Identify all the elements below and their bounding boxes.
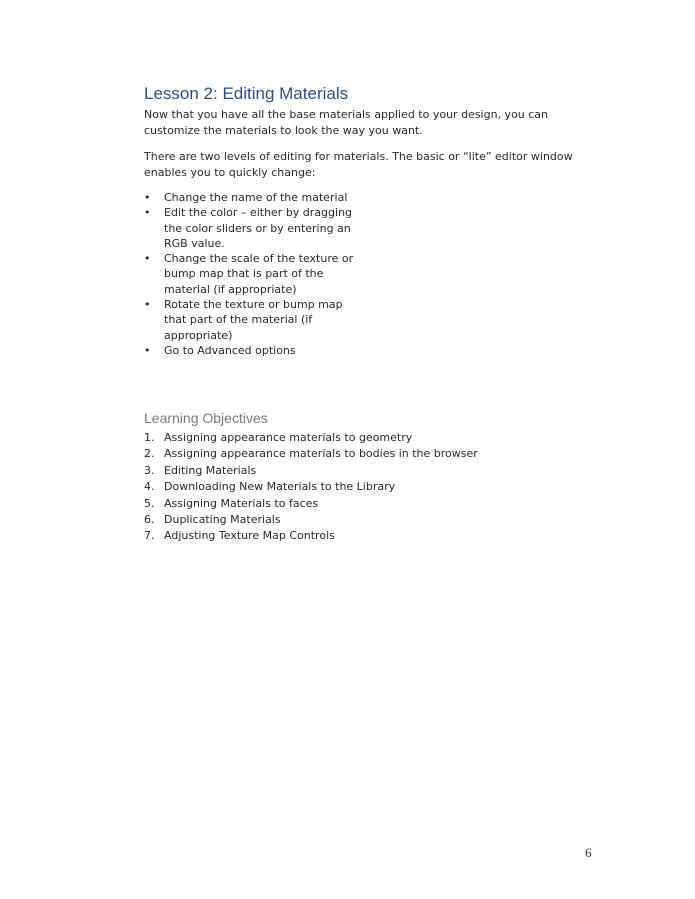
objective-item xyxy=(144,446,564,462)
bullet-text: Rotate the texture or bump map that part of the material (if appropriate) xyxy=(164,298,343,342)
objective-text: Assigning appearance materials to geometry xyxy=(164,431,413,444)
bullet-icon: • xyxy=(144,343,151,357)
bullet-text: Go to Advanced options xyxy=(164,343,296,357)
learning-objectives-list xyxy=(144,430,564,545)
bullet-item xyxy=(144,343,354,358)
bullet-item xyxy=(144,251,354,297)
bullet-text: Change the name of the material xyxy=(164,191,348,204)
objective-text: Assigning appearance materials to bodies in the browser xyxy=(164,447,478,461)
lesson-title: Lesson 2: Editing Materials xyxy=(144,84,349,103)
objective-number: 5. xyxy=(144,496,155,510)
bullet-text: Edit the color – either by dragging the color sliders or by entering an RGB value. xyxy=(164,206,353,250)
bullet-icon: • xyxy=(144,191,151,204)
bullet-item xyxy=(144,205,354,251)
intro-paragraph: Now that you have all the base materials applied to your design, you can customize the materials to look the way you want. xyxy=(144,108,549,137)
objective-text: Downloading New Materials to the Library xyxy=(164,480,396,494)
bullet-text: Change the scale of the texture or bump map that is part of the material (if appropriate) xyxy=(164,252,354,296)
objective-item xyxy=(144,528,564,544)
bullet-icon: • xyxy=(144,298,151,312)
learning-objectives-heading: Learning Objectives xyxy=(144,410,268,426)
objective-number: 7. xyxy=(144,529,155,543)
bullet-item xyxy=(144,190,354,205)
bullet-item xyxy=(144,297,354,343)
page-number: 6 xyxy=(585,845,592,860)
lite-editor-bullet-list xyxy=(144,190,354,358)
bullet-icon: • xyxy=(144,252,151,266)
objective-number: 1. xyxy=(144,431,155,444)
objective-text: Editing Materials xyxy=(164,463,257,477)
objective-item xyxy=(144,463,564,479)
objective-item xyxy=(144,430,564,446)
objective-number: 2. xyxy=(144,447,155,461)
objective-text: Duplicating Materials xyxy=(164,513,281,527)
objective-number: 3. xyxy=(144,463,155,477)
objective-text: Assigning Materials to faces xyxy=(164,496,319,510)
objective-item xyxy=(144,479,564,495)
objective-item xyxy=(144,512,564,528)
objective-text: Adjusting Texture Map Controls xyxy=(164,529,335,543)
objective-number: 4. xyxy=(144,480,155,494)
objective-item xyxy=(144,496,564,512)
objective-number: 6. xyxy=(144,513,155,527)
editing-levels-paragraph: There are two levels of editing for materials. The basic or “lite” editor window enables you to quickly change: xyxy=(144,150,573,179)
bullet-icon: • xyxy=(144,206,151,220)
